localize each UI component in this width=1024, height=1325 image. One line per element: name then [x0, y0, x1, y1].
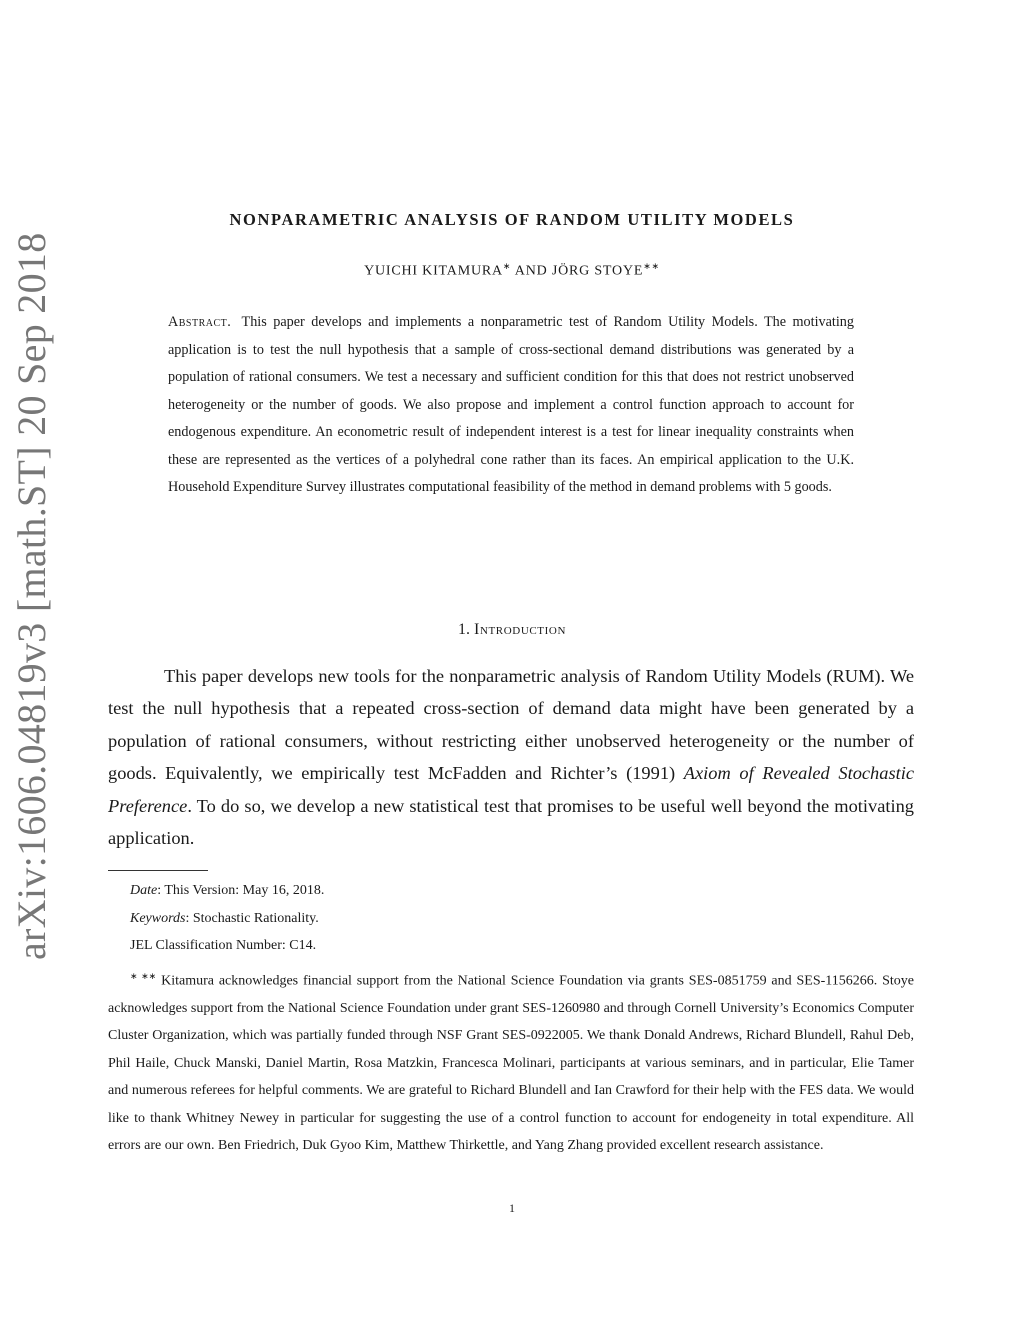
abstract-label: Abstract.: [168, 314, 232, 330]
footnotes: [108, 877, 914, 1160]
arxiv-identifier-stamp: arXiv:1606.04819v3 [math.ST] 20 Sep 2018: [9, 232, 54, 960]
date-value: : This Version: May 16, 2018.: [157, 883, 325, 898]
section-title: Introduction: [474, 621, 566, 638]
section-number: 1.: [458, 621, 471, 638]
keywords-label: Keywords: [130, 910, 186, 926]
footnote-keywords: [108, 905, 914, 933]
author-line: [110, 261, 914, 280]
footnote-date: [108, 877, 914, 905]
footnote-jel: JEL Classification Number: C14.: [130, 938, 317, 953]
section-heading-introduction: [110, 621, 914, 639]
author-mark-1: ∗: [502, 261, 512, 271]
abstract-text: This paper develops and implements a nonparametric test of Random Utility Models. The motivating application is to test the null hypothesis that a sample of cross-sectional demand distributions was generated by a population of rational consumers. We test a necessary and sufficient condition for this that does not restrict unobserved heterogeneity or the number of goods. We also propose and implement a control function approach to account for endogenous expenditure. An econometric result of independent interest is a test for linear inequality constraints when these are represented as the vertices of a polyhedral cone rather than its faces. An empirical application to the U.K. Household Expenditure Survey illustrates computational feasibility of the method in demand problems with 5 goods.: [168, 314, 854, 495]
date-label: Date: [130, 883, 158, 898]
intro-italic-axiom: Axiom of Revealed Stochastic Preference: [108, 763, 914, 816]
footnote-divider: [108, 870, 208, 871]
intro-text-part2: . To do so, we develop a new statistical test that promises to be useful well beyond the motivating application.: [108, 795, 914, 849]
author-kitamura: YUICHI KITAMURA: [364, 263, 503, 279]
intro-text-part1: This paper develops new tools for the nonparametric analysis of Random Utility Models (RUM). We test the null hypothesis that a repeated cross-section of demand data might have been generated by a population of rational consumers, without restricting either unobserved heterogeneity or the number of goods. Equivalently, we empirically test McFadden and Richter’s (1991): [108, 666, 914, 784]
footnote-acknowledgment: [108, 963, 914, 1160]
ack-text: Kitamura acknowledges financial support from the National Science Foundation via grants SES-0851759 and SES-1156266. Stoye acknowledges support from the National Science Foundation under grant SES-1260980 and through Cornell University’s Economics Computer Cluster Organization, which was partially funded through NSF Grant SES-0922005. We thank Donald Andrews, Richard Blundell, Rahul Deb, Phil Haile, Chuck Manski, Daniel Martin, Rosa Matzkin, Francesca Molinari, participants at various seminars, and in particular, Elie Tamer and numerous referees for helpful comments. We are grateful to Richard Blundell and Ian Crawford for their help with the FES data. We would like to thank Whitney Newey in particular for suggesting the use of a control function to account for endogeneity in total expenditure. All errors are our own. Ben Friedrich, Duk Gyoo Kim, Matthew Thirkettle, and Yang Zhang provided excellent research assistance.: [108, 973, 914, 1154]
ack-marks: ∗ ∗∗: [130, 970, 157, 981]
keywords-value: : Stochastic Rationality.: [185, 910, 319, 926]
author-stoye: JÖRG STOYE: [551, 263, 644, 279]
paper-title: NONPARAMETRIC ANALYSIS OF RANDOM UTILITY MODELS: [229, 210, 795, 229]
introduction-paragraph: [108, 660, 914, 854]
abstract: [168, 309, 854, 502]
page-number: 1: [509, 1201, 515, 1215]
author-mark-2: ∗∗: [643, 261, 660, 271]
author-conjunction: AND: [514, 263, 548, 279]
